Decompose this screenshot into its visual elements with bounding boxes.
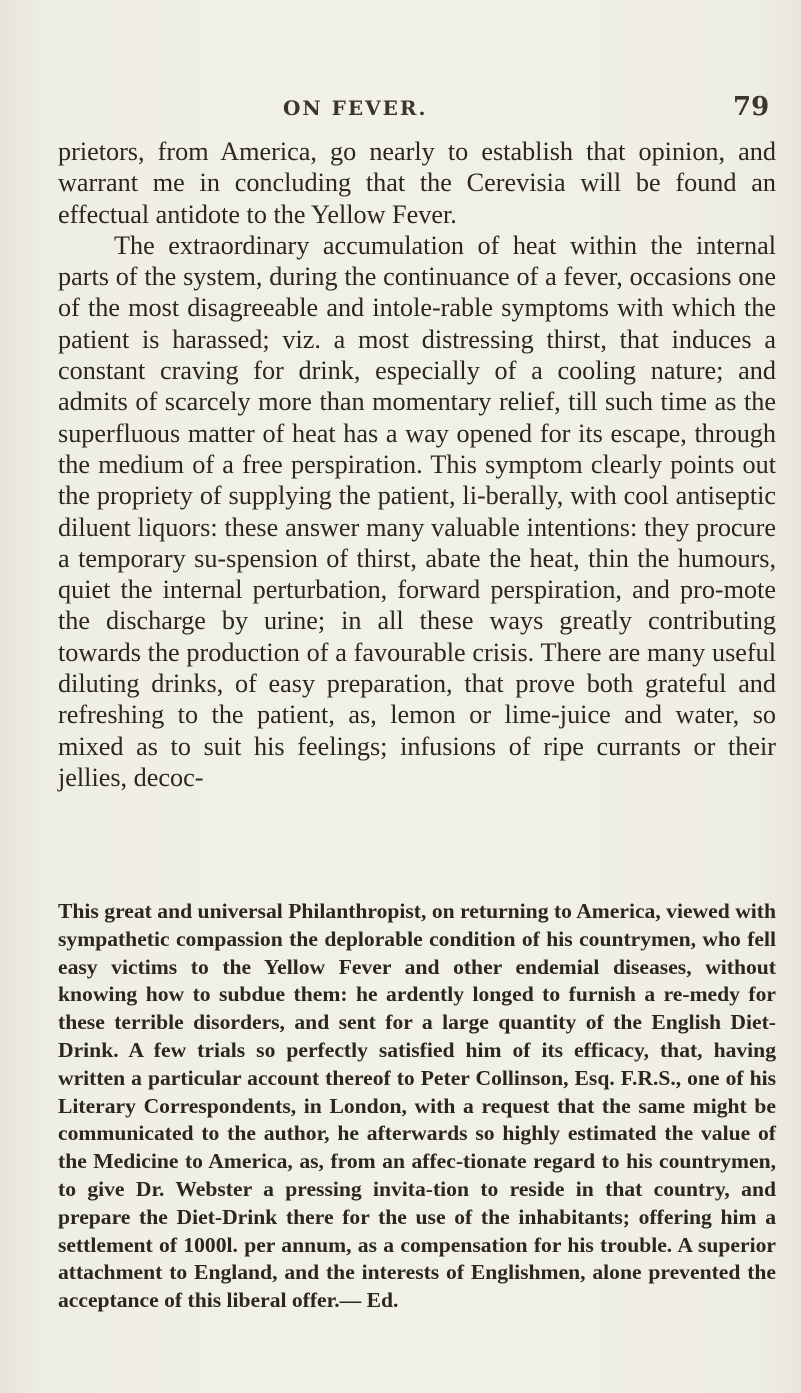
page-header [0, 92, 801, 130]
footnote: This great and universal Philanthropist, on returning to America, viewed with sympathetic compassion the deplorable condition of his countrymen, who fell easy victims to the Yellow Fever and other endemial diseases, without knowing how to subdue them: he ardently longed to furnish a re-medy for these terrible disorders, and sent for a large quantity of the English Diet-Drink. A few trials so perfectly satisfied him of its efficacy, that, having written a particular account thereof to Peter Collinson, Esq. F.R.S., one of his Literary Correspondents, in London, with a request that the same might be communicated to the author, he afterwards so highly estimated the value of the Medicine to America, as, from an affec-tionate regard to his countrymen, to give Dr. Webster a pressing invita-tion to reside in that country, and prepare the Diet-Drink there for the use of the inhabitants; offering him a settlement of 1000l. per annum, as a compensation for his trouble. A superior attachment to England, and the interests of Englishmen, alone prevented the acceptance of this liberal offer.— Ed. [58, 899, 776, 1313]
page-number: 79 [733, 92, 770, 122]
running-head: ON FEVER. [283, 96, 428, 120]
paragraph-thirst: The extraordinary accumulation of heat within the internal parts of the system, during the continuance of a fever, occasions one of the most disagreeable and intole-rable symptoms with which the patient is harassed; viz. a most distressing thirst, that induces a constant craving for drink, especially of a cooling nature; and admits of scarcely more than momentary relief, till such time as the superfluous matter of heat has a way opened for its escape, through the medium of a free perspiration. This symptom clearly points out the propriety of supplying the patient, li-berally, with cool antiseptic diluent liquors: these answer many valuable intentions: they procure a temporary su-spension of thirst, abate the heat, thin the humours, quiet the internal perturbation, forward perspiration, and pro-mote the discharge by urine; in all these ways greatly contributing towards the production of a favourable crisis. There are many useful diluting drinks, of easy preparation, that prove both grateful and refreshing to the patient, as, lemon or lime-juice and water, so mixed as to suit his feelings; infusions of ripe currants or their jellies, decoc- [58, 230, 776, 792]
main-text [58, 136, 776, 793]
paragraph-continuation: prietors, from America, go nearly to establish that opinion, and warrant me in concluding that the Cerevisia will be found an effectual antidote to the Yellow Fever. [58, 137, 776, 229]
